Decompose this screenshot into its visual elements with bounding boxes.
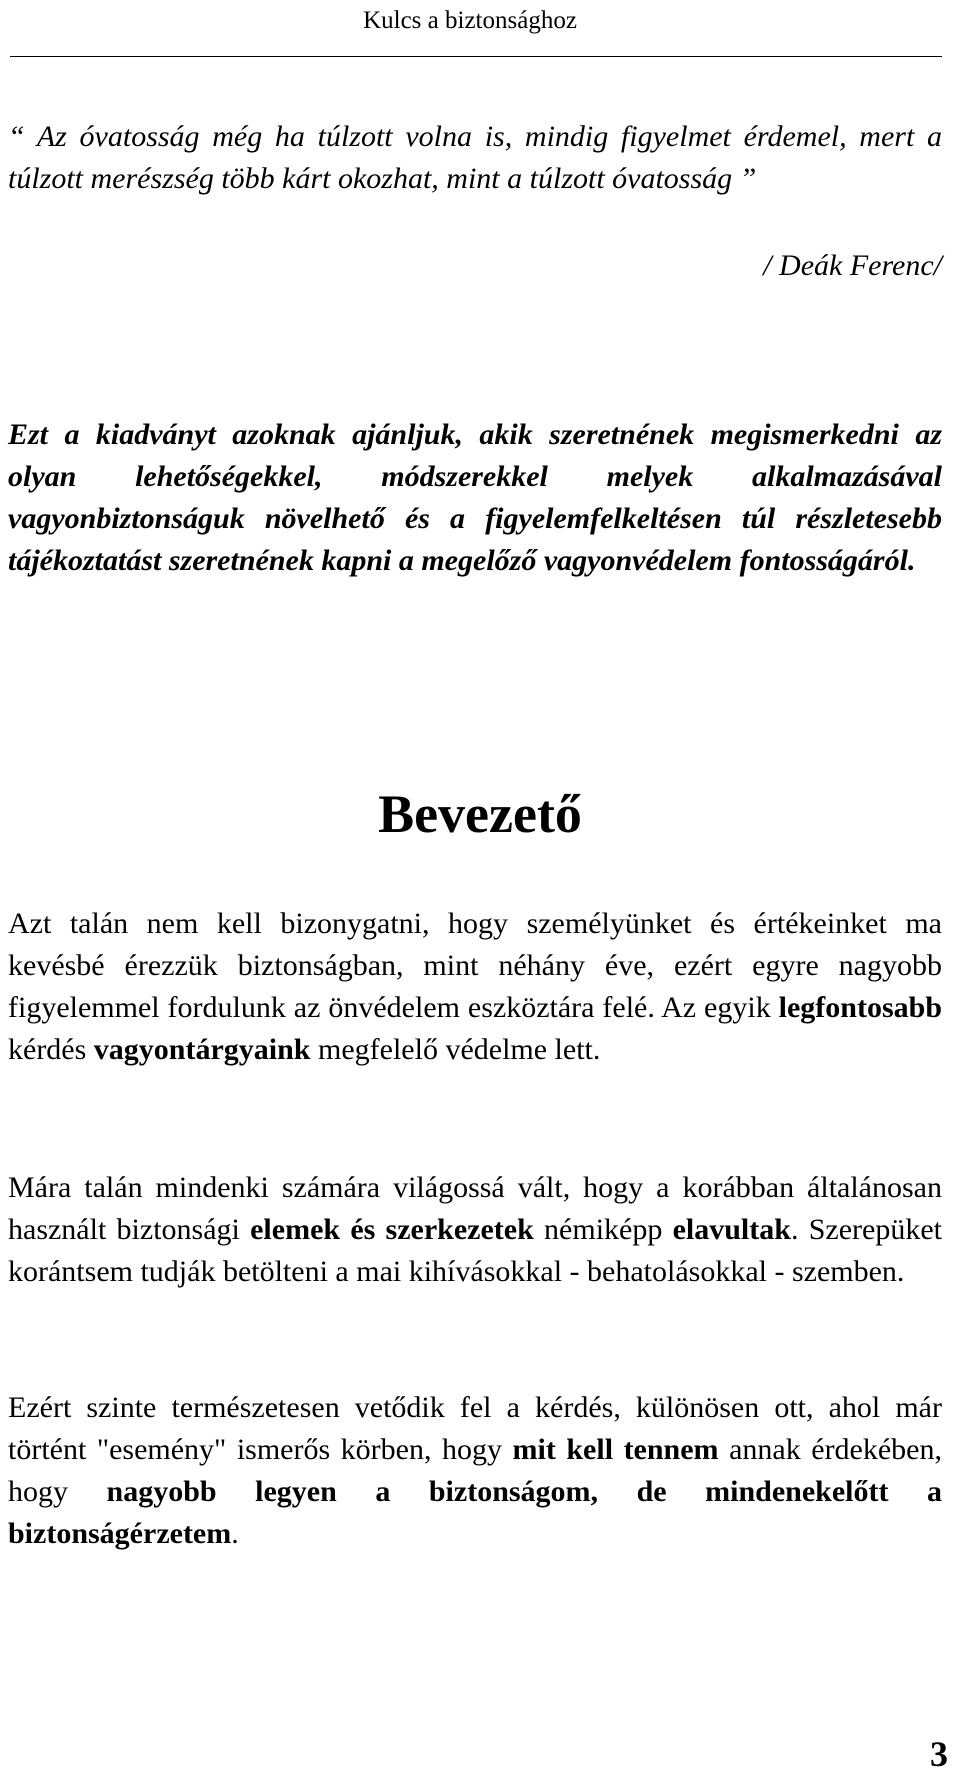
- header-rule: [10, 56, 942, 57]
- bold-span: legfontosabb: [778, 991, 942, 1024]
- text-span: némiképp: [533, 1213, 673, 1246]
- bold-span: elavultak: [672, 1213, 791, 1246]
- bold-span: vagyontárgyaink: [93, 1033, 311, 1066]
- body-paragraph-2: [8, 1167, 942, 1293]
- text-span: . Szerepüket korántsem tudják betölteni a mai kihívásokkal - behatolásokkal - szemben.: [8, 1213, 942, 1288]
- text-span: .: [231, 1517, 239, 1550]
- text-span: annak érdekében, hogy: [8, 1433, 943, 1508]
- bold-span: nagyobb legyen a biztonságom, de mindenekelőtt a biztonságérzetem: [8, 1475, 942, 1550]
- bold-span: elemek és szerkezetek: [250, 1213, 534, 1246]
- running-header: Kulcs a biztonsághoz: [363, 7, 577, 34]
- text-span: Ezért szinte természetesen vetődik fel a kérdés, különösen ott, ahol már történt "esemény" ismerős körben, hogy: [8, 1391, 942, 1466]
- text-span: Azt talán nem kell bizonygatni, hogy személyünket és értékeinket ma kevésbé érezzük biztonságban, mint néhány éve, ezért egyre nagyobb figyelemmel fordulunk az önvédelem eszköztára felé. Az egyik: [8, 907, 942, 1024]
- text-span: megfelelő védelme lett.: [310, 1033, 601, 1066]
- section-title: Bevezető: [378, 784, 582, 844]
- text-span: Mára talán mindenki számára világossá vált, hogy a korábban általánosan használt biztonsági: [8, 1171, 942, 1246]
- intro-paragraph: Ezt a kiadványt azoknak ajánljuk, akik szeretnének megismerkedni az olyan lehetőségekkel, módszerekkel melyek alkalmazásával vagyonbiztonságuk növelhető és a figyelemfelkeltésen túl részletesebb tájékoztatást szeretnének kapni a megelőző vagyonvédelem fontosságáról.: [8, 418, 942, 577]
- epigraph-quote: “ Az óvatosság még ha túlzott volna is, mindig figyelmet érdemel, mert a túlzott merészség több kárt okozhat, mint a túlzott óvatosság ”: [8, 120, 942, 195]
- bold-span: mit kell tennem: [512, 1433, 719, 1466]
- epigraph-author: / Deák Ferenc/: [763, 249, 942, 282]
- text-span: kérdés: [8, 1033, 94, 1066]
- body-paragraph-3: [8, 1387, 942, 1555]
- page-number: 3: [930, 1734, 948, 1774]
- body-paragraph-1: [8, 903, 942, 1071]
